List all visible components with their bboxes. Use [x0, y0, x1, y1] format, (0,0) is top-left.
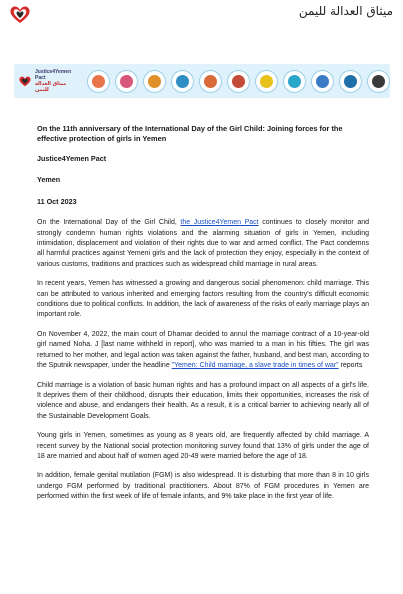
paragraph-1-end: continues to closely monitor and strongly condemn human rights violations and the alarming situation of girls in Yemen, including intimidation, displacement and violation of their rights due to war and armed conflict. The Pact condemns all harmful practices against Yemeni girls and the lack of protection they enjoy, especially in the context of various customs, traditions and practices such as widespread child marriage in rural areas. — [37, 219, 369, 268]
paragraph-6: In addition, female genital mutilation (FGM) is also widespread. It is disturbing that more than 8 in 10 girls undergo FGM performed by traditional practitioners. About 87% of FGM procedures in Yemen are performed within the first week of life of female infants, and 9% take place in the first year of life. — [37, 472, 369, 501]
partner-logo-mountains-icon — [171, 70, 194, 93]
paragraph-3-start: On November 4, 2022, the main court of Dhamar decided to annul the marriage contract of a 10-year-old girl named Noha. J [last name withheld in report], who was married to a man in his fifties. The girl was returned to her mother, and legal action was taken against the father, husband, and best man, according to the Sputnik newspaper, under the headline — [37, 330, 369, 370]
partner-logos — [87, 70, 390, 93]
partner-logo-wave-icon — [283, 70, 306, 93]
paragraph-3 — [37, 330, 369, 372]
sputnik-article-link[interactable]: "Yemen: Child marriage, a slave trade in times of war" — [171, 362, 339, 370]
paragraph-1-start: On the International Day of the Girl Child, — [37, 219, 181, 227]
paragraph-4: Child marriage is a violation of basic human rights and has a profound impact on all aspects of a girl's life. It deprives them of their childhood, disrupts their education, limits their opportunities, increases the risk of violence and abuse, and endangers their health. As a result, it is a critical barrier to achieving nearly all of the Sustainable Development Goals. — [37, 381, 369, 420]
pact-arabic-title: ميثاق العدالة لليمن — [298, 4, 393, 18]
paragraph-2: In recent years, Yemen has witnessed a growing and dangerous social phenomenon: child marriage. This can be attributed to various inherited and emerging factors resulting from the country's difficult economic conditions due to political conflicts. In addition, the lack of awareness of the risks of early marriage plays an important role. — [37, 280, 369, 319]
banner-pact-name — [35, 69, 77, 93]
article-author: Justice4Yemen Pact — [37, 154, 107, 163]
partner-logo-flame-icon — [87, 70, 110, 93]
justice4yemen-pact-link[interactable]: the Justice4Yemen Pact — [180, 219, 259, 227]
partner-logo-eye-icon — [367, 70, 390, 93]
banner-heart-logo-icon — [18, 73, 32, 89]
article-content — [37, 124, 369, 512]
partner-logo-ovals-icon — [311, 70, 334, 93]
justice4yemen-heart-logo-icon — [8, 2, 32, 26]
partners-banner — [14, 64, 390, 98]
article-location: Yemen — [37, 175, 61, 185]
article-date: 11 Oct 2023 — [37, 196, 77, 206]
partner-logo-emblem-icon — [339, 70, 362, 93]
partner-logo-hands-icon — [199, 70, 222, 93]
article-headline: On the 11th anniversary of the International Day of the Girl Child: Joining forces for the effective protection of girls in Yemen — [37, 124, 343, 143]
banner-name-ar: ميثاق العدالة لليمن — [34, 81, 67, 93]
partner-logo-qa-icon — [255, 70, 278, 93]
partner-logo-circle-icon — [143, 70, 166, 93]
banner-pact-logo — [18, 69, 77, 93]
paragraph-1 — [37, 218, 369, 270]
paragraph-3-end: reports — [338, 362, 363, 370]
banner-name-en: Justice4Yemen Pact — [34, 69, 72, 81]
paragraph-5: Young girls in Yemen, sometimes as young as 8 years old, are frequently affected by child marriage. A recent survey by the National social protection monitoring survey found that 13% of girls under the age of 18 are married and about half of women aged 20-49 were married before the age of 18. — [37, 432, 369, 460]
top-header — [0, 0, 403, 30]
partner-logo-text-icon — [227, 70, 250, 93]
partner-logo-birds-icon — [115, 70, 138, 93]
